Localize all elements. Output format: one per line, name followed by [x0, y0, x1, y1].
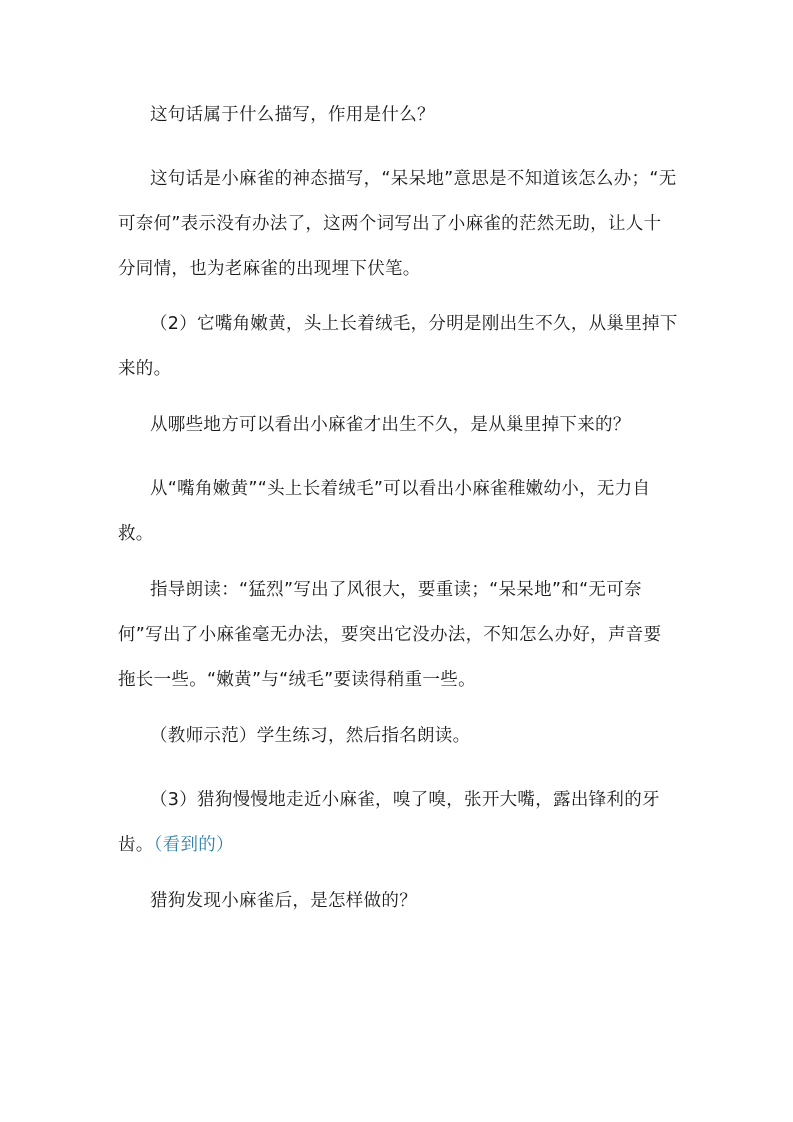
quote-paragraph-3-text: （3）猎狗慢慢地走近小麻雀，嗅了嗅，张开大嘴，露出锋利的牙齿。: [118, 790, 660, 855]
teacher-demo-paragraph: （教师示范）学生练习，然后指名朗读。: [150, 726, 471, 746]
reading-guide-paragraph: 指导朗读：“猛烈”写出了风很大，要重读；“呆呆地”和“无可奈何”写出了小麻雀毫无办法，要突出它没办法，不知怎么办好，声音要拖长一些。“嫩黄”与“绒毛”要读得稍重一些。: [118, 580, 662, 690]
question-paragraph-2: 从哪些地方可以看出小麻雀才出生不久，是从巢里掉下来的？: [150, 415, 631, 435]
answer-paragraph-2: 从“嘴角嫩黄”“头上长着绒毛”可以看出小麻雀稚嫩幼小，无力自救。: [118, 479, 651, 544]
annotation-label: （看到的）: [153, 835, 234, 855]
quote-paragraph-3: [118, 778, 678, 868]
question-paragraph-3: 猎狗发现小麻雀后，是怎样做的？: [150, 891, 417, 911]
question-paragraph-1: 这句话属于什么描写，作用是什么？: [150, 105, 435, 125]
answer-paragraph-1: 这句话是小麻雀的神态描写，“呆呆地”意思是不知道该怎么办；“无可奈何”表示没有办法了，这两个词写出了小麻雀的茫然无助，让人十分同情，也为老麻雀的出现埋下伏笔。: [118, 169, 677, 279]
quote-paragraph-2: （2）它嘴角嫩黄，头上长着绒毛，分明是刚出生不久，从巢里掉下来的。: [118, 314, 678, 379]
